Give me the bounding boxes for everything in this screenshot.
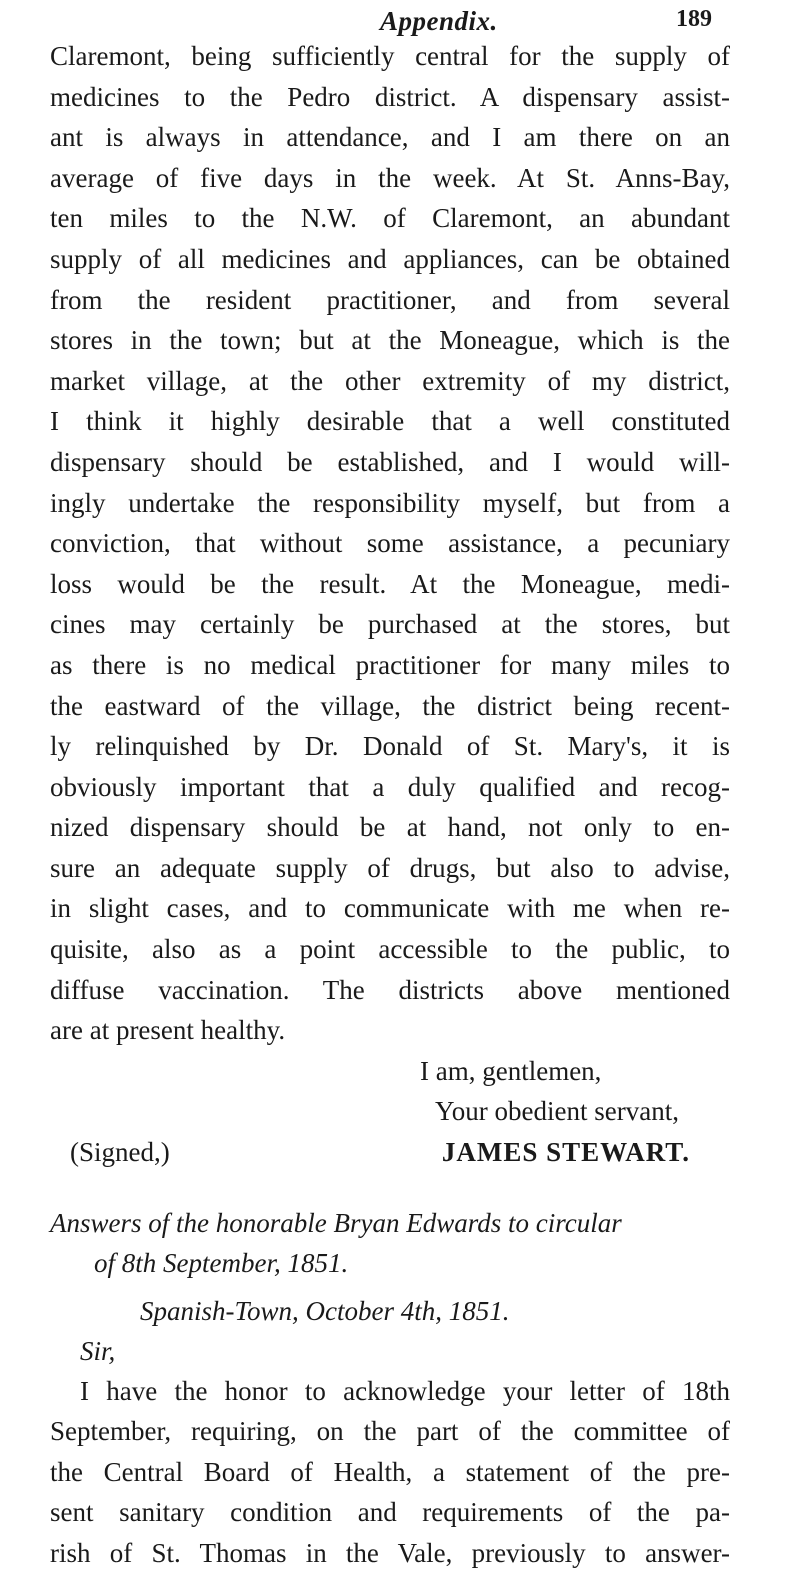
text-line: I think it highly desirable that a well constituted <box>50 406 730 437</box>
text-line: the eastward of the village, the district being recent- <box>50 690 730 721</box>
text-line: are at present healthy. <box>50 1015 286 1046</box>
text-line: quisite, also as a point accessible to the public, to <box>50 934 730 965</box>
running-head <box>50 6 730 36</box>
page-number: 189 <box>676 6 712 32</box>
text-line: the Central Board of Health, a statement of the pre- <box>50 1456 730 1487</box>
text-line: ly relinquished by Dr. Donald of St. Mary's, it is <box>50 731 730 762</box>
text-line: conviction, that without some assistance, a pecuniary <box>50 528 730 559</box>
text-line: nized dispensary should be at hand, not only to en- <box>50 812 730 843</box>
text-line: sent sanitary condition and requirements of the pa- <box>50 1497 730 1528</box>
text-line: obviously important that a duly qualified and recog- <box>50 771 730 802</box>
text-line: medicines to the Pedro district. A dispensary assist- <box>50 81 730 112</box>
text-line: diffuse vaccination. The districts above mentioned <box>50 974 730 1005</box>
letter-body <box>50 1371 730 1574</box>
text-line: September, requiring, on the part of the committee of <box>50 1416 730 1447</box>
letter-dateline: Spanish-Town, October 4th, 1851. <box>140 1295 510 1326</box>
text-line: sure an adequate supply of drugs, but also to advise, <box>50 852 730 883</box>
text-line: market village, at the other extremity of my district, <box>50 365 730 396</box>
text-line: cines may certainly be purchased at the stores, but <box>50 609 730 640</box>
signer-name: JAMES STEWART. <box>441 1137 690 1168</box>
text-line: from the resident practitioner, and from several <box>50 284 730 315</box>
text-line: in slight cases, and to communicate with me when re- <box>50 893 730 924</box>
signature-row <box>50 1132 730 1173</box>
text-line: I have the honor to acknowledge your letter of 18th <box>80 1375 730 1406</box>
text-line: supply of all medicines and appliances, can be obtained <box>50 243 730 274</box>
text-line: rish of St. Thomas in the Vale, previously to answer- <box>50 1538 730 1568</box>
text-line: Claremont, being sufficiently central for the supply of <box>50 41 730 71</box>
signed-label: (Signed,) <box>70 1137 170 1168</box>
text-line: stores in the town; but at the Moneague, which is the <box>50 325 730 356</box>
text-line: ten miles to the N.W. of Claremont, an abundant <box>50 203 730 234</box>
closing-valediction: Your obedient servant, <box>435 1096 679 1127</box>
section-heading-line: Answers of the honorable Bryan Edwards to circular <box>50 1207 622 1238</box>
letter-closing <box>50 1051 730 1132</box>
letter-body <box>50 36 730 1051</box>
closing-salutation: I am, gentlemen, <box>420 1055 602 1086</box>
section-heading-line: of 8th September, 1851. <box>94 1247 349 1278</box>
text-line: ingly undertake the responsibility myself, but from a <box>50 487 730 518</box>
text-line: loss would be the result. At the Moneague, medi- <box>50 568 730 599</box>
text-line: as there is no medical practitioner for many miles to <box>50 649 730 680</box>
text-line: average of five days in the week. At St. Anns-Bay, <box>50 162 730 193</box>
running-head-title: Appendix. <box>380 6 498 36</box>
text-line: dispensary should be established, and I would will- <box>50 446 730 477</box>
section-heading <box>50 1203 730 1283</box>
letter-salutation: Sir, <box>80 1335 116 1366</box>
text-line: ant is always in attendance, and I am there on an <box>50 122 730 153</box>
